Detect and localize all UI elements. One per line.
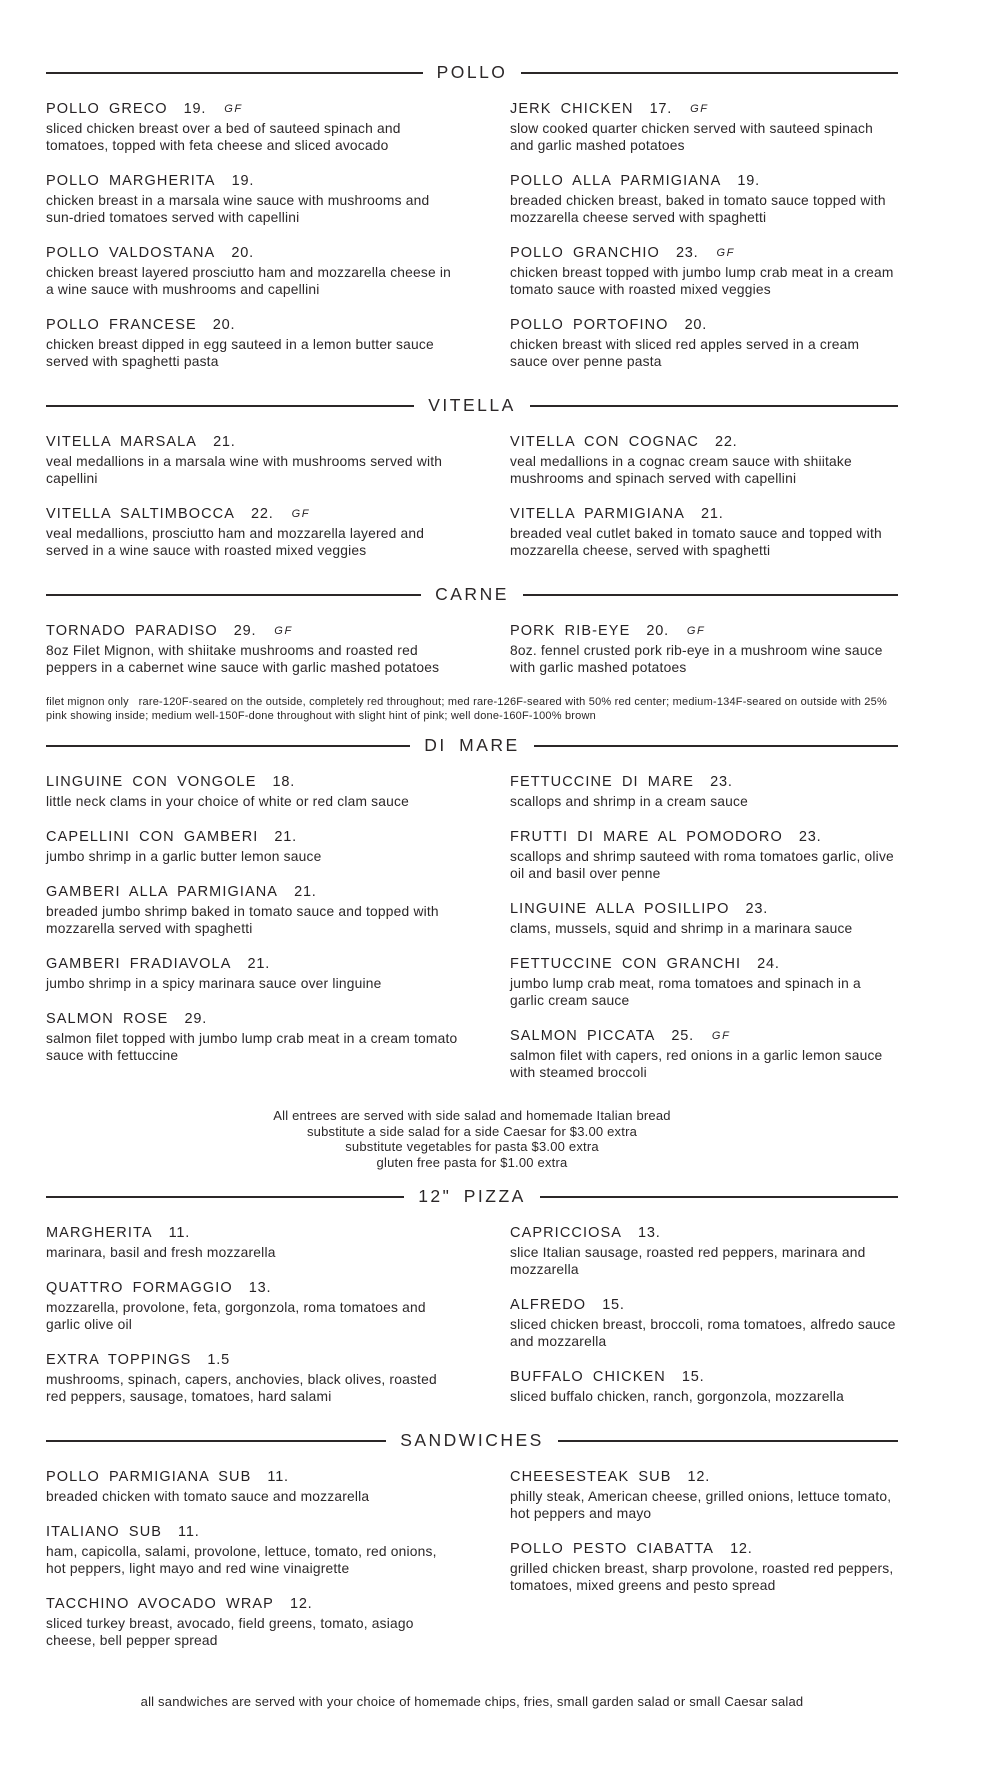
- item-description: little neck clams in your choice of white or red clam sauce: [46, 794, 410, 809]
- right-column: [510, 1469, 898, 1613]
- menu-item: [46, 317, 460, 370]
- menu-item: [510, 1297, 898, 1350]
- section-header: [46, 1430, 898, 1451]
- section-title: 12" PIZZA: [418, 1186, 526, 1206]
- section-header: [46, 1186, 898, 1207]
- menu-item: [510, 434, 898, 487]
- item-header: [510, 1028, 898, 1044]
- item-description: clams, mussels, squid and shrimp in a marinara sauce: [510, 921, 853, 936]
- menu-item: [46, 829, 460, 865]
- item-name: VITELLA MARSALA: [46, 434, 198, 450]
- item-description: philly steak, American cheese, grilled onions, lettuce tomato, hot peppers and mayo: [510, 1489, 892, 1521]
- item-header: [510, 1297, 898, 1313]
- menu-item: [46, 956, 460, 992]
- item-name: GAMBERI ALLA PARMIGIANA: [46, 884, 279, 900]
- header-rule-left: [46, 594, 421, 596]
- section-header: [46, 584, 898, 605]
- item-description: slice Italian sausage, roasted red peppers, marinara and mozzarella: [510, 1245, 866, 1277]
- item-description: jumbo shrimp in a garlic butter lemon sauce: [46, 849, 322, 864]
- menu-item: [46, 173, 460, 226]
- item-description: sliced chicken breast over a bed of sauteed spinach and tomatoes, topped with feta cheese and sliced avocado: [46, 121, 401, 153]
- item-description: mozzarella, provolone, feta, gorgonzola, roma tomatoes and garlic olive oil: [46, 1300, 426, 1332]
- item-name: PORK RIB-EYE: [510, 623, 631, 639]
- item-price: 22.: [714, 434, 738, 450]
- header-rule-left: [46, 72, 423, 74]
- item-name: ALFREDO: [510, 1297, 587, 1313]
- right-column: [510, 774, 898, 1100]
- item-header: [510, 506, 898, 522]
- item-price: 11.: [267, 1469, 289, 1485]
- item-name: POLLO GRECO: [46, 101, 168, 117]
- note-line: all sandwiches are served with your choice of homemade chips, fries, small garden salad or small Caesar salad: [140, 1694, 804, 1709]
- right-column: [510, 101, 898, 389]
- item-header: [510, 1225, 898, 1241]
- gluten-free-badge: GF: [711, 1030, 731, 1042]
- item-price: 23.: [675, 245, 699, 261]
- header-rule-right: [540, 1196, 898, 1198]
- item-price: 23.: [798, 829, 822, 845]
- section-center-note: [46, 1108, 898, 1170]
- section-title: DI MARE: [424, 735, 520, 755]
- item-price: 29.: [233, 623, 257, 639]
- left-column: [46, 1469, 460, 1668]
- item-header: [510, 1369, 898, 1385]
- item-description: chicken breast with sliced red apples served in a cream sauce over penne pasta: [510, 337, 860, 369]
- section-title: POLLO: [436, 62, 508, 82]
- menu-section: [46, 1186, 898, 1424]
- item-description: chicken breast dipped in egg sauteed in a lemon butter sauce served with spaghetti pasta: [46, 337, 434, 369]
- item-header: [510, 101, 898, 117]
- menu-item: [510, 1369, 898, 1405]
- item-description: jumbo lump crab meat, roma tomatoes and spinach in a garlic cream sauce: [510, 976, 861, 1008]
- item-header: [510, 245, 898, 261]
- header-rule-left: [46, 1440, 386, 1442]
- item-name: CAPRICCIOSA: [510, 1225, 623, 1241]
- note-line: All entrees are served with side salad and homemade Italian bread: [273, 1108, 671, 1123]
- item-name: CHEESESTEAK SUB: [510, 1469, 672, 1485]
- item-description: sliced buffalo chicken, ranch, gorgonzola, mozzarella: [510, 1389, 844, 1404]
- header-rule-right: [523, 594, 898, 596]
- item-description: veal medallions, prosciutto ham and mozzarella layered and served in a wine sauce with roasted mixed veggies: [46, 526, 425, 558]
- item-header: [46, 829, 460, 845]
- menu-item: [510, 1469, 898, 1522]
- menu-item: [510, 829, 898, 882]
- item-price: 19.: [183, 101, 207, 117]
- header-rule-left: [46, 405, 414, 407]
- item-price: 21.: [701, 506, 724, 522]
- item-description: chicken breast layered prosciutto ham and mozzarella cheese in a wine sauce with mushrooms and capellini: [46, 265, 452, 297]
- menu-item: [510, 1541, 898, 1594]
- left-column: [46, 101, 460, 389]
- item-header: [46, 506, 460, 522]
- item-header: [510, 1469, 898, 1485]
- item-header: [510, 774, 898, 790]
- item-description: breaded jumbo shrimp baked in tomato sauce and topped with mozzarella served with spaghetti: [46, 904, 439, 936]
- item-price: 20.: [684, 317, 708, 333]
- item-name: POLLO FRANCESE: [46, 317, 197, 333]
- section-title: VITELLA: [428, 395, 516, 415]
- item-description: sliced turkey breast, avocado, field greens, tomato, asiago cheese, bell pepper spread: [46, 1616, 414, 1648]
- menu-item: [510, 245, 898, 298]
- section-title: CARNE: [435, 584, 509, 604]
- item-name: EXTRA TOPPINGS: [46, 1352, 192, 1368]
- section-columns: [46, 623, 898, 695]
- section-header: [46, 62, 898, 83]
- left-column: [46, 774, 460, 1083]
- item-name: ITALIANO SUB: [46, 1524, 163, 1540]
- item-header: [46, 1524, 460, 1540]
- menu-item: [46, 1352, 460, 1405]
- item-name: GAMBERI FRADIAVOLA: [46, 956, 232, 972]
- item-header: [510, 173, 898, 189]
- gluten-free-badge: GF: [686, 625, 706, 637]
- menu-item: [46, 1469, 460, 1505]
- item-price: 12.: [730, 1541, 753, 1557]
- note-line: substitute vegetables for pasta $3.00 extra: [345, 1139, 599, 1154]
- menu-item: [46, 1596, 460, 1649]
- header-rule-right: [558, 1440, 898, 1442]
- item-name: LINGUINE ALLA POSILLIPO: [510, 901, 730, 917]
- item-description: jumbo shrimp in a spicy marinara sauce over linguine: [46, 976, 382, 991]
- gluten-free-badge: GF: [291, 508, 311, 520]
- section-header: [46, 735, 898, 756]
- item-name: POLLO GRANCHIO: [510, 245, 660, 261]
- section-header: [46, 395, 898, 416]
- item-description: marinara, basil and fresh mozzarella: [46, 1245, 276, 1260]
- item-name: VITELLA PARMIGIANA: [510, 506, 686, 522]
- left-column: [46, 623, 460, 695]
- item-description: scallops and shrimp in a cream sauce: [510, 794, 749, 809]
- item-description: sliced chicken breast, broccoli, roma tomatoes, alfredo sauce and mozzarella: [510, 1317, 896, 1349]
- left-column: [46, 434, 460, 578]
- item-price: 21.: [213, 434, 236, 450]
- item-name: MARGHERITA: [46, 1225, 153, 1241]
- section-title: SANDWICHES: [400, 1430, 544, 1450]
- item-name: QUATTRO FORMAGGIO: [46, 1280, 233, 1296]
- item-price: 15.: [602, 1297, 625, 1313]
- item-description: chicken breast in a marsala wine sauce with mushrooms and sun-dried tomatoes served with capellini: [46, 193, 430, 225]
- menu-item: [510, 1225, 898, 1278]
- item-header: [46, 623, 460, 639]
- item-description: salmon filet topped with jumbo lump crab meat in a cream tomato sauce with fettuccine: [46, 1031, 458, 1063]
- section-columns: [46, 774, 898, 1100]
- menu-item: [46, 506, 460, 559]
- item-header: [46, 1469, 460, 1485]
- item-price: 21.: [247, 956, 271, 972]
- item-header: [510, 623, 898, 639]
- item-name: CAPELLINI CON GAMBERI: [46, 829, 259, 845]
- menu-item: [46, 1280, 460, 1333]
- item-name: JERK CHICKEN: [510, 101, 634, 117]
- item-price: 24.: [757, 956, 780, 972]
- item-description: breaded veal cutlet baked in tomato sauce and topped with mozzarella cheese, served with spaghetti: [510, 526, 882, 558]
- item-description: grilled chicken breast, sharp provolone, roasted red peppers, tomatoes, mixed greens and pesto spread: [510, 1561, 894, 1593]
- item-header: [46, 245, 460, 261]
- item-price: 20.: [646, 623, 669, 639]
- item-description: veal medallions in a marsala wine with mushrooms served with capellini: [46, 454, 443, 486]
- section-columns: [46, 1225, 898, 1424]
- header-rule-left: [46, 745, 410, 747]
- item-name: POLLO VALDOSTANA: [46, 245, 216, 261]
- left-column: [46, 1225, 460, 1424]
- header-rule-right: [530, 405, 898, 407]
- item-name: POLLO PORTOFINO: [510, 317, 669, 333]
- note-line: substitute a side salad for a side Caesar for $3.00 extra: [306, 1123, 638, 1139]
- item-price: 19.: [231, 173, 255, 189]
- section-center-note: [46, 1694, 898, 1710]
- item-header: [46, 101, 460, 117]
- item-price: 1.5: [207, 1352, 230, 1368]
- item-price: 17.: [649, 101, 673, 117]
- menu-section: [46, 62, 898, 389]
- item-name: POLLO PARMIGIANA SUB: [46, 1469, 252, 1485]
- gluten-free-badge: GF: [224, 103, 243, 115]
- item-header: [46, 1225, 460, 1241]
- item-name: TACCHINO AVOCADO WRAP: [46, 1596, 274, 1612]
- item-header: [510, 829, 898, 845]
- menu-item: [510, 506, 898, 559]
- item-name: LINGUINE CON VONGOLE: [46, 774, 257, 790]
- item-name: TORNADO PARADISO: [46, 623, 218, 639]
- item-price: 12.: [289, 1596, 313, 1612]
- item-name: SALMON ROSE: [46, 1011, 169, 1027]
- menu-item: [510, 1028, 898, 1081]
- menu-item: [46, 1011, 460, 1064]
- item-price: 11.: [178, 1524, 200, 1540]
- item-price: 25.: [671, 1028, 694, 1044]
- menu-item: [46, 884, 460, 937]
- section-columns: [46, 101, 898, 389]
- item-name: POLLO ALLA PARMIGIANA: [510, 173, 722, 189]
- item-price: 21.: [274, 829, 297, 845]
- item-price: 29.: [184, 1011, 208, 1027]
- item-name: BUFFALO CHICKEN: [510, 1369, 666, 1385]
- gluten-free-badge: GF: [690, 103, 709, 115]
- item-name: SALMON PICCATA: [510, 1028, 656, 1044]
- menu-item: [46, 774, 460, 810]
- item-name: VITELLA CON COGNAC: [510, 434, 699, 450]
- item-name: POLLO MARGHERITA: [46, 173, 216, 189]
- item-price: 23.: [745, 901, 769, 917]
- item-header: [510, 956, 898, 972]
- item-name: VITELLA SALTIMBOCCA: [46, 506, 236, 522]
- item-description: ham, capicolla, salami, provolone, lettuce, tomato, red onions, hot peppers, light mayo and red wine vinaigrette: [46, 1544, 437, 1576]
- item-header: [46, 1011, 460, 1027]
- item-description: scallops and shrimp sauteed with roma tomatoes garlic, olive oil and basil over penne: [510, 849, 894, 881]
- item-description: breaded chicken with tomato sauce and mozzarella: [46, 1489, 370, 1504]
- item-header: [510, 434, 898, 450]
- item-description: slow cooked quarter chicken served with sauteed spinach and garlic mashed potatoes: [510, 121, 874, 153]
- item-name: FETTUCCINE CON GRANCHI: [510, 956, 742, 972]
- item-price: 20.: [231, 245, 254, 261]
- item-price: 21.: [294, 884, 317, 900]
- item-price: 12.: [687, 1469, 711, 1485]
- menu-item: [46, 1225, 460, 1261]
- section-columns: [46, 1469, 898, 1668]
- item-description: 8oz Filet Mignon, with shiitake mushrooms and roasted red peppers in a cabernet wine sauce with garlic mashed potatoes: [46, 643, 440, 675]
- header-rule-right: [534, 745, 898, 747]
- menu-item: [510, 956, 898, 1009]
- item-price: 19.: [737, 173, 760, 189]
- section-footnote: filet mignon only rare-120F-seared on the outside, completely red throughout; med rare-126F-seared with 50% red center; medium-134F-seared on outside with 25% pink showing inside; medium well-150F-done throughout with slight hint of pink; well done-160F-100% brown: [46, 696, 887, 722]
- menu-item: [510, 101, 898, 154]
- item-header: [510, 901, 898, 917]
- item-price: 15.: [681, 1369, 705, 1385]
- item-price: 22.: [251, 506, 274, 522]
- menu-item: [510, 901, 898, 937]
- menu-section: [46, 735, 898, 1170]
- menu-item: [46, 623, 460, 676]
- right-column: [510, 434, 898, 578]
- item-header: [510, 317, 898, 333]
- item-name: FETTUCCINE DI MARE: [510, 774, 695, 790]
- item-header: [46, 1352, 460, 1368]
- item-description: veal medallions in a cognac cream sauce with shiitake mushrooms and spinach served with capellini: [510, 454, 852, 486]
- item-description: 8oz. fennel crusted pork rib-eye in a mushroom wine sauce with garlic mashed potatoes: [510, 643, 883, 675]
- header-rule-right: [521, 72, 898, 74]
- item-price: 23.: [710, 774, 733, 790]
- gluten-free-badge: GF: [716, 247, 735, 259]
- item-description: breaded chicken breast, baked in tomato sauce topped with mozzarella cheese served with spaghetti: [510, 193, 886, 225]
- item-price: 13.: [638, 1225, 661, 1241]
- item-price: 13.: [248, 1280, 272, 1296]
- item-name: FRUTTI DI MARE AL POMODORO: [510, 829, 783, 845]
- section-columns: [46, 434, 898, 578]
- menu-item: [510, 623, 898, 676]
- item-header: [510, 1541, 898, 1557]
- menu-item: [46, 101, 460, 154]
- item-header: [46, 1596, 460, 1612]
- menu-item: [510, 774, 898, 810]
- right-column: [510, 623, 898, 695]
- menu-section: [46, 1430, 898, 1710]
- item-header: [46, 173, 460, 189]
- item-price: 20.: [212, 317, 236, 333]
- item-header: [46, 1280, 460, 1296]
- menu-section: [46, 395, 898, 578]
- item-price: 11.: [168, 1225, 191, 1241]
- header-rule-left: [46, 1196, 404, 1198]
- item-header: [46, 884, 460, 900]
- menu-section: [46, 584, 898, 723]
- menu-item: [510, 173, 898, 226]
- item-description: chicken breast topped with jumbo lump crab meat in a cream tomato sauce with roasted mixed veggies: [510, 265, 894, 297]
- item-name: POLLO PESTO CIABATTA: [510, 1541, 715, 1557]
- menu-item: [46, 434, 460, 487]
- item-description: salmon filet with capers, red onions in a garlic lemon sauce with steamed broccoli: [510, 1048, 883, 1080]
- item-price: 18.: [272, 774, 296, 790]
- item-header: [46, 434, 460, 450]
- item-description: mushrooms, spinach, capers, anchovies, black olives, roasted red peppers, sausage, tomatoes, hard salami: [46, 1372, 437, 1404]
- gluten-free-badge: GF: [274, 625, 293, 637]
- menu-item: [510, 317, 898, 370]
- right-column: [510, 1225, 898, 1424]
- item-header: [46, 956, 460, 972]
- menu-item: [46, 245, 460, 298]
- note-line: gluten free pasta for $1.00 extra: [376, 1154, 568, 1170]
- item-header: [46, 317, 460, 333]
- item-header: [46, 774, 460, 790]
- menu-item: [46, 1524, 460, 1577]
